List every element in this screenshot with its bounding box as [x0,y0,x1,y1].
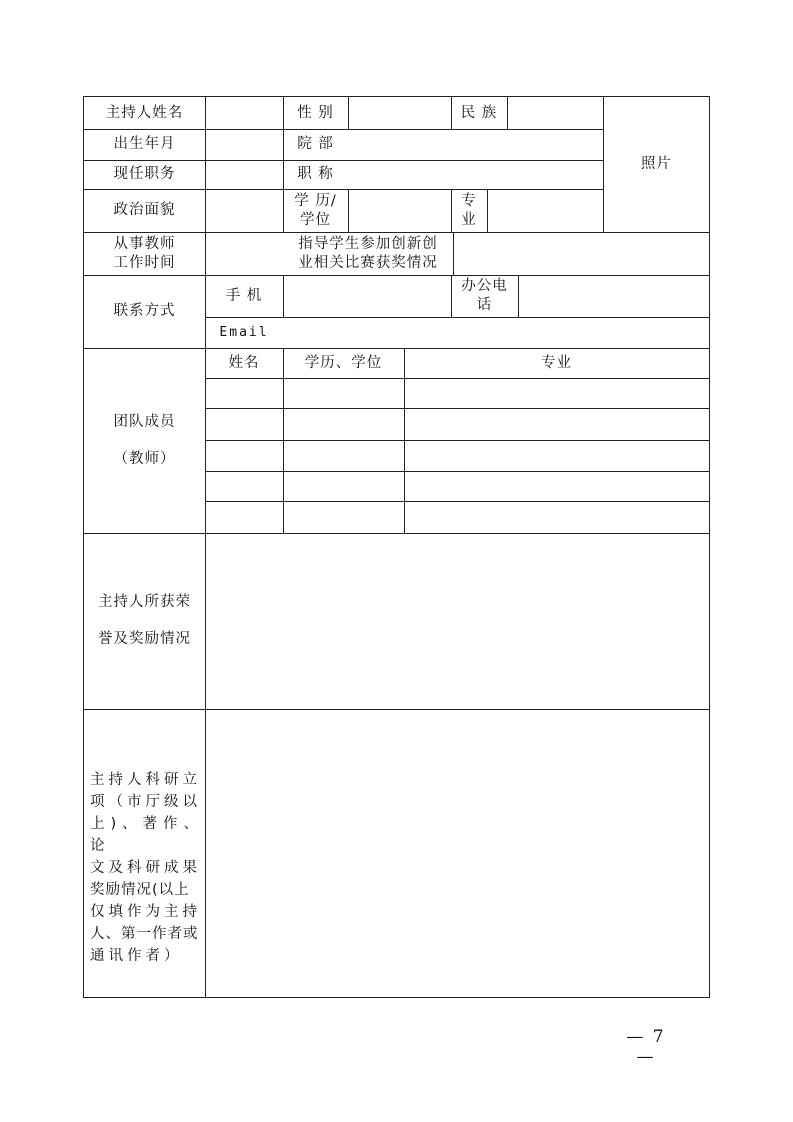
table-row[interactable] [206,502,709,533]
position-field[interactable] [206,160,283,189]
research-label-line: 奖励情况(以上 [90,882,190,898]
department-field[interactable] [349,129,603,160]
contact-label: 联系方式 [113,303,176,319]
research-label-line: 上)、著作、论 [90,816,202,854]
major-label-line1: 专 [461,192,477,209]
birth-field[interactable] [206,129,283,160]
team-label-line1: 团队成员 [113,413,176,430]
team-label [84,348,205,533]
research-label-line: 文及科研成果 [90,860,201,876]
political-label: 政治面貌 [113,202,176,218]
email-label: Email [219,325,269,340]
photo-box[interactable]: 照片 [641,156,672,172]
guidance-field[interactable] [454,232,709,275]
education-label [283,189,348,232]
table-row[interactable] [206,472,709,501]
major-label [451,189,487,232]
mobile-label: 手 机 [225,287,263,304]
honors-label [84,533,205,709]
education-label-line1: 学 历/ [294,192,337,209]
host-name-label: 主持人姓名 [105,104,184,121]
application-form-table [83,96,710,998]
team-header-major: 专业 [541,354,572,371]
birth-label: 出生年月 [113,136,176,152]
honors-label-line2: 誉及奖励情况 [98,631,191,647]
email-field[interactable] [284,317,709,348]
education-label-line2: 学位 [300,211,331,228]
title-field[interactable] [349,160,603,189]
guidance-label [283,232,453,275]
ethnicity-field[interactable] [508,97,603,129]
table-row[interactable] [206,441,709,471]
team-label-line2: （教师） [113,450,176,467]
research-label-line: 仅填作为主持 [90,904,201,920]
department-label: 院 部 [297,136,334,152]
table-row[interactable] [206,409,709,440]
table-row[interactable] [206,379,709,408]
title-label: 职 称 [297,166,334,182]
major-label-line2: 业 [461,211,477,228]
research-label [90,769,202,967]
research-label-line: 主持人科研立 [90,772,201,788]
ethnicity-label: 民 族 [460,104,498,121]
team-header-degree: 学历、学位 [304,354,383,371]
page-number: — 7 — [626,1027,666,1067]
office-phone-label-line1: 办公电 [461,278,508,294]
guidance-label-line1: 指导学生参加创新创 [298,235,438,252]
honors-label-line1: 主持人所获荣 [98,594,191,610]
office-phone-label [451,275,518,317]
gender-field[interactable] [349,97,451,129]
research-label-line: 人、第一作者或 [90,926,199,942]
research-label-line: 通讯作者） [90,948,183,964]
mobile-field[interactable] [284,275,451,317]
gender-label: 性 别 [297,104,334,121]
education-field[interactable] [349,189,451,232]
teaching-label-line2: 工作时间 [113,254,176,271]
office-phone-field[interactable] [519,275,709,317]
teaching-label-line1: 从事教师 [113,235,176,252]
honors-field[interactable] [206,534,709,709]
teaching-time-label [84,232,205,275]
teaching-time-field[interactable] [206,232,283,275]
political-field[interactable] [206,189,283,232]
position-label: 现任职务 [113,166,176,182]
major-field[interactable] [488,189,603,232]
guidance-label-line2: 业相关比赛获奖情况 [298,254,438,271]
research-label-line: 项（市厅级以 [90,794,201,810]
research-field[interactable] [206,710,709,997]
office-phone-label-line2: 话 [476,297,493,313]
host-name-field[interactable] [206,97,283,129]
team-header-name: 姓名 [228,354,260,371]
